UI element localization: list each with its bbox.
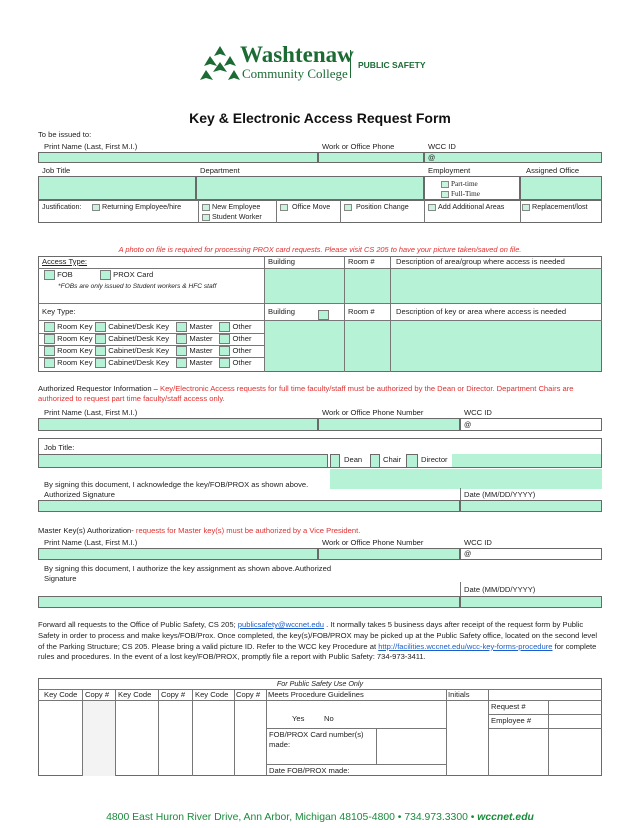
office-use-title: For Public Safety Use Only (276, 679, 364, 688)
fob-note: *FOBs are only issued to Student workers & HFC staff (58, 283, 217, 290)
key-code-header: Key Code (44, 690, 78, 699)
name-input[interactable] (38, 152, 318, 163)
auth-ack: By signing this document, I acknowledge the key/FOB/PROX as shown above. (44, 480, 309, 489)
room-input[interactable] (345, 269, 390, 303)
office-move-checkbox[interactable] (280, 204, 288, 211)
email-link[interactable]: publicsafety@wccnet.edu (237, 620, 325, 629)
room-label-2: Room # (348, 307, 375, 316)
chair-label: Chair (383, 455, 402, 464)
forward-paragraph: Forward all requests to the Office of Public Safety, CS 205; publicsafety@wccnet.edu . It normally takes 5 business days after receipt of the request form by Public Safety in order to process and make keys/FOB/Prox. Once completed, the key(s)/FOB/PROX may be picked up at the Public Safety office, located on the second level of the Parking Structure; CS 205. Please bring a valid picture ID. Refer to the WCC key Procedure at http://facilities.wccnet.edu/wcc-key-forms-procedure for complete rules and procedures. In the event of a lost key/FOB/PROX, promptly file a report with Public Safety: 734-973-3411. (38, 620, 598, 662)
photo-note: A photo on file is required for processing PROX card requests. Please visit CS 205 to have your picture taken/saved on file. (118, 245, 522, 254)
assigned-office-input[interactable] (520, 176, 602, 200)
divider (446, 689, 447, 776)
divider (520, 200, 521, 223)
key-code-header: Key Code (118, 690, 152, 699)
divider (350, 50, 351, 78)
key-row: Room Key Cabinet/Desk Key Master Other (44, 346, 252, 358)
divider (340, 200, 341, 223)
footer-site[interactable]: wccnet.edu (477, 812, 534, 823)
master-signature-input[interactable] (38, 596, 460, 608)
logo (200, 44, 450, 86)
master-date-input[interactable] (460, 596, 602, 608)
date-made-label: Date FOB/PROX made: (269, 766, 350, 775)
divider (38, 345, 265, 346)
wcc-id-input[interactable] (424, 152, 602, 163)
replacement-checkbox[interactable] (522, 204, 530, 211)
director-checkbox[interactable] (406, 454, 418, 468)
desc-area-input[interactable] (391, 269, 601, 303)
add-areas-checkbox[interactable] (428, 204, 436, 211)
department-label: Department (200, 166, 240, 175)
footer (0, 812, 640, 823)
department-input[interactable] (196, 176, 424, 200)
authorized-heading: Authorized Requestor Information – Key/Electronic Access requests for full time faculty/staff must be authorized by the Dean or Director. Department Chairs are authorized to request part time faculty/staff access only. (38, 384, 574, 403)
room-key-checkbox[interactable] (44, 322, 55, 332)
at-sign: @ (464, 549, 472, 558)
employment-options (424, 176, 520, 200)
meets-header: Meets Procedure Guidelines (268, 690, 364, 699)
full-time-option[interactable]: Full-Time (441, 189, 519, 199)
divider (266, 728, 446, 729)
divider (38, 303, 602, 304)
divider (376, 728, 377, 764)
divider (158, 689, 159, 776)
building-label: Building (268, 257, 296, 266)
auth-phone-label: Work or Office Phone Number (322, 408, 424, 417)
at-sign: @ (464, 420, 472, 429)
master-checkbox[interactable] (176, 358, 187, 368)
master-date-label: Date (MM/DD/YYYY) (464, 585, 536, 594)
ack-fill[interactable] (330, 469, 602, 489)
just-replacement[interactable]: Replacement/lost (522, 202, 588, 211)
divider (38, 333, 265, 334)
divider (38, 357, 265, 358)
college-name-2: Community College (242, 66, 348, 81)
cabinet-key-checkbox[interactable] (95, 334, 106, 344)
key-room-input[interactable] (345, 321, 390, 371)
divider (266, 764, 446, 765)
auth-signature-label: Authorized Signature (44, 490, 115, 499)
key-building-input[interactable] (265, 321, 344, 371)
department-label: PUBLIC SAFETY (358, 60, 426, 70)
master-heading: Master Key(s) Authorization- requests for Master key(s) must be authorized by a Vice President. (38, 526, 361, 535)
yes-label: Yes (292, 714, 305, 723)
cabinet-key-checkbox[interactable] (95, 358, 106, 368)
divider (115, 689, 116, 776)
wcc-id-label: WCC ID (428, 142, 456, 151)
access-type-label: Access Type: (42, 257, 88, 266)
divider (276, 200, 277, 223)
position-change-checkbox[interactable] (344, 204, 352, 211)
cabinet-key-checkbox[interactable] (95, 346, 106, 356)
auth-job-title-label: Job Title: (44, 443, 75, 452)
divider (38, 700, 602, 701)
room-key-checkbox[interactable] (44, 334, 55, 344)
master-ack: By signing this document, I authorize the key assignment as shown above.Authorized (44, 564, 332, 573)
copy-header: Copy # (161, 690, 186, 699)
room-key-checkbox[interactable] (44, 346, 55, 356)
divider (424, 200, 425, 223)
divider (488, 728, 602, 729)
no-label: No (324, 714, 334, 723)
key-code-header: Key Code (195, 690, 229, 699)
key-type-label: Key Type: (42, 307, 76, 316)
wcc-leaf-logo-icon (200, 44, 240, 84)
key-row: Room Key Cabinet/Desk Key Master Other (44, 358, 252, 370)
phone-input[interactable] (318, 152, 424, 163)
divider (234, 689, 235, 776)
student-worker-checkbox[interactable] (202, 214, 210, 221)
other-checkbox[interactable] (219, 322, 230, 332)
dean-checkbox[interactable] (330, 454, 340, 468)
fob-numbers-label: FOB/PROX Card number(s) made: (269, 730, 364, 749)
auth-wcc-id-label: WCC ID (464, 408, 492, 417)
other-checkbox[interactable] (219, 334, 230, 344)
auth-phone-input[interactable] (318, 418, 460, 431)
master-phone-input[interactable] (318, 548, 460, 560)
master-phone-label: Work or Office Phone Number (322, 538, 424, 547)
phone-label: Work or Office Phone (322, 142, 395, 151)
auth-signature-input[interactable] (38, 500, 460, 512)
building-checkbox-box[interactable] (318, 310, 329, 320)
part-time-option[interactable]: Part-time (441, 179, 519, 189)
copy-header: Copy # (236, 690, 261, 699)
job-title-fill[interactable] (452, 454, 601, 467)
just-returning[interactable]: Returning Employee/hire (92, 202, 181, 211)
master-checkbox[interactable] (176, 322, 187, 332)
returning-checkbox[interactable] (92, 204, 100, 211)
new-employee-checkbox[interactable] (202, 204, 210, 211)
building-input[interactable] (265, 269, 344, 303)
procedure-link[interactable]: http://facilities.wccnet.edu/wcc-key-forms-procedure (378, 641, 553, 651)
auth-date-input[interactable] (460, 500, 602, 512)
justification-label: Justification: (42, 202, 82, 211)
auth-print-name-label: Print Name (Last, First M.I.) (44, 408, 138, 417)
master-signature-label: Signature (44, 574, 77, 583)
to-be-issued-label: To be issued to: (38, 130, 92, 139)
assigned-office-label: Assigned Office (526, 166, 580, 175)
divider (198, 200, 199, 223)
other-checkbox[interactable] (219, 346, 230, 356)
divider (192, 689, 193, 776)
auth-name-input[interactable] (38, 418, 318, 431)
employment-label: Employment (428, 166, 471, 175)
desc-area-label: Description of area/group where access is needed (396, 257, 565, 266)
college-name: Washtenaw (240, 42, 354, 67)
divider (488, 689, 489, 776)
key-row: Room Key Cabinet/Desk Key Master Other (44, 334, 252, 346)
office-grid-fill (83, 701, 115, 776)
job-title-label: Job Title (42, 166, 71, 175)
other-checkbox[interactable] (219, 358, 230, 368)
divider (548, 700, 549, 776)
initials-header: Initials (448, 690, 470, 699)
at-sign: @ (428, 153, 436, 162)
dean-label: Dean (344, 455, 363, 464)
divider (488, 714, 602, 715)
footer-address: 4800 East Huron River Drive, Ann Arbor, Michigan 48105-4800 • 734.973.3300 • (106, 812, 478, 823)
auth-job-title-input[interactable] (38, 454, 328, 468)
master-checkbox[interactable] (176, 334, 187, 344)
building-label-2: Building (268, 307, 296, 316)
auth-wcc-id-input[interactable] (460, 418, 602, 431)
just-position-change[interactable]: Position Change (344, 202, 409, 211)
master-name-input[interactable] (38, 548, 318, 560)
print-name-label: Print Name (Last, First M.I.) (44, 142, 138, 151)
just-new-employee[interactable]: New Employee (202, 202, 260, 211)
master-wcc-id-input[interactable] (460, 548, 602, 560)
desc-key-label: Description of key or area where access is needed (396, 307, 567, 316)
room-key-checkbox[interactable] (44, 358, 55, 368)
just-office-move[interactable]: Office Move (280, 202, 330, 211)
prox-checkbox[interactable] (100, 270, 111, 280)
master-print-name-label: Print Name (Last, First M.I.) (44, 538, 138, 547)
master-wcc-id-label: WCC ID (464, 538, 492, 547)
key-row: Room Key Cabinet/Desk Key Master Other (44, 322, 252, 334)
just-add-areas[interactable]: Add Additional Areas (428, 202, 504, 211)
fob-checkbox[interactable] (44, 270, 55, 280)
cabinet-key-checkbox[interactable] (95, 322, 106, 332)
copy-header: Copy # (85, 690, 110, 699)
master-checkbox[interactable] (176, 346, 187, 356)
chair-checkbox[interactable] (370, 454, 380, 468)
page-title: Key & Electronic Access Request Form (189, 110, 451, 126)
part-time-checkbox[interactable] (441, 181, 449, 188)
job-title-input[interactable] (38, 176, 196, 200)
auth-date-label: Date (MM/DD/YYYY) (464, 490, 536, 499)
key-type-rows (44, 322, 252, 370)
director-label: Director (421, 455, 448, 464)
just-student-worker[interactable]: Student Worker (202, 212, 262, 221)
key-desc-input[interactable] (391, 321, 601, 371)
employee-label: Employee # (491, 716, 532, 725)
request-label: Request # (491, 702, 526, 711)
room-label: Room # (348, 257, 375, 266)
prox-option[interactable]: PROX Card (100, 270, 153, 280)
divider (266, 689, 267, 776)
fob-option[interactable]: FOB (44, 270, 73, 280)
full-time-checkbox[interactable] (441, 191, 449, 198)
